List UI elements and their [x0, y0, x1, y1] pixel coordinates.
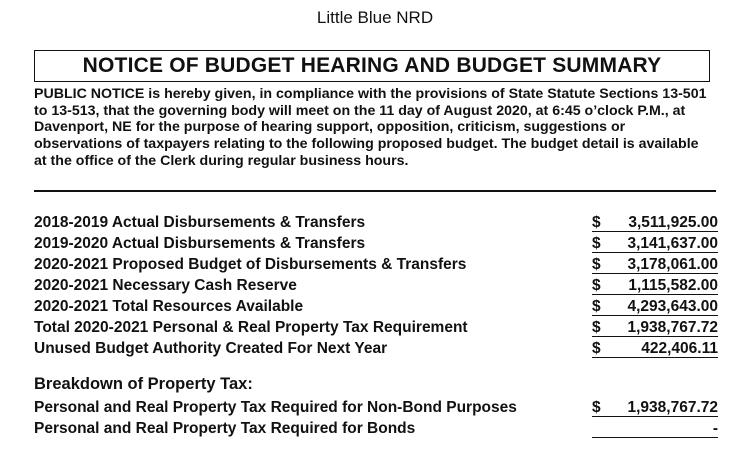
public-notice-paragraph: PUBLIC NOTICE is hereby given, in compliance with the provisions of State Statute Sections 13-501 to 13-513, that the governing body will meet on the 11 day of August 2020, at 6:45 o’clock P.M., at Davenport, NE for the purpose of hearing support, opposition, criticism, suggestions or observations of taxpayers relating to the following proposed budget. The budget detail is available at the office of the Clerk during regular business hours.: [34, 86, 707, 169]
row-label: Personal and Real Property Tax Required for Non-Bond Purposes: [34, 399, 517, 416]
amount-value: 3,178,061.00: [627, 256, 718, 273]
breakdown-heading: Breakdown of Property Tax:: [34, 375, 253, 393]
currency-symbol: $: [592, 340, 601, 357]
summary-row: [34, 254, 720, 275]
organization-name: Little Blue NRD: [316, 8, 434, 27]
amount-value: 3,141,637.00: [627, 235, 718, 252]
summary-row: [34, 233, 720, 254]
currency-symbol: $: [592, 399, 601, 416]
budget-summary-table: [34, 212, 720, 359]
row-label: 2018-2019 Actual Disbursements & Transfers: [34, 214, 366, 231]
row-amount: [592, 212, 718, 232]
row-label: Unused Budget Authority Created For Next Year: [34, 340, 388, 357]
row-amount: [592, 338, 718, 358]
row-amount: [592, 254, 718, 274]
row-label: 2019-2020 Actual Disbursements & Transfers: [34, 235, 366, 252]
currency-symbol: $: [592, 235, 601, 252]
amount-value: 1,938,767.72: [627, 319, 718, 336]
summary-row: [34, 317, 720, 338]
row-amount: [592, 296, 718, 316]
currency-symbol: $: [592, 214, 601, 231]
amount-value: 1,115,582.00: [628, 277, 718, 294]
amount-value: 1,938,767.72: [627, 399, 718, 416]
summary-row: [34, 212, 720, 233]
currency-symbol: $: [592, 298, 601, 315]
row-amount: [592, 317, 718, 337]
summary-row: [34, 296, 720, 317]
row-amount: [592, 233, 718, 253]
breakdown-table: [34, 397, 720, 439]
amount-value: 422,406.11: [641, 340, 718, 357]
row-label: Personal and Real Property Tax Required for Bonds: [34, 420, 416, 437]
row-label: 2020-2021 Proposed Budget of Disbursements & Transfers: [34, 256, 467, 273]
row-amount: [592, 275, 718, 295]
breakdown-row: [34, 397, 720, 418]
currency-symbol: $: [592, 256, 601, 273]
breakdown-row: [34, 418, 720, 439]
currency-symbol: $: [592, 319, 601, 336]
notice-title: NOTICE OF BUDGET HEARING AND BUDGET SUMMARY: [34, 50, 710, 82]
row-label: 2020-2021 Necessary Cash Reserve: [34, 277, 297, 294]
currency-symbol: $: [592, 277, 601, 294]
summary-row: [34, 275, 720, 296]
divider: [34, 190, 716, 192]
amount-value: 4,293,643.00: [627, 298, 718, 315]
row-amount: [592, 418, 718, 438]
row-label: Total 2020-2021 Personal & Real Property Tax Requirement: [34, 319, 468, 336]
summary-row: [34, 338, 720, 359]
amount-value: 3,511,925.00: [628, 214, 718, 231]
row-amount: [592, 397, 718, 417]
amount-value: -: [712, 420, 718, 437]
row-label: 2020-2021 Total Resources Available: [34, 298, 304, 315]
